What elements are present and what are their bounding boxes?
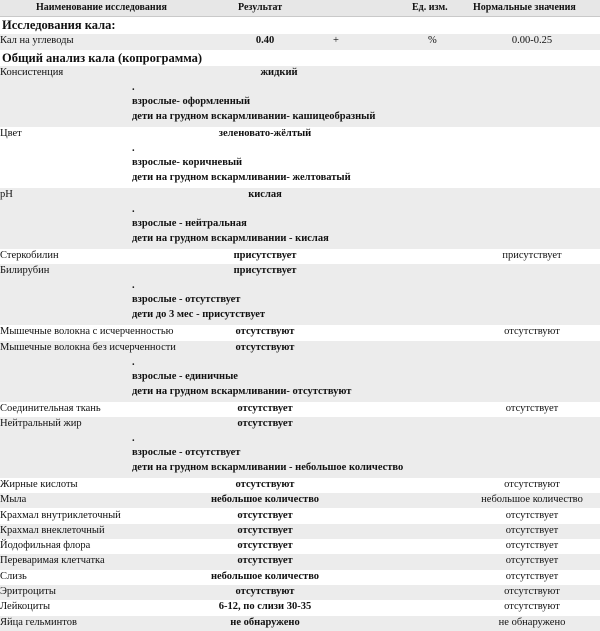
table-row xyxy=(0,417,600,478)
row-norm-infant: дети до 3 мес - присутствует xyxy=(132,309,266,321)
row-dot: . xyxy=(132,356,135,368)
row-norm-infant: дети на грудном вскармливании- отсутствуют xyxy=(132,385,352,397)
row-norm-adult: взрослые- коричневый xyxy=(132,157,243,168)
row-name: Крахмал внутриклеточный xyxy=(0,509,121,521)
row-norm-adult: взрослые- оформленный xyxy=(132,96,251,107)
row-norm: не обнаружено xyxy=(498,616,566,628)
row-dot: . xyxy=(132,82,135,93)
header-unit: Ед. изм. xyxy=(412,2,448,13)
row-name: Лейкоциты xyxy=(0,601,51,613)
row-norm-infant: дети на грудном вскармливании- желтоватый xyxy=(132,172,351,183)
row-result: небольшое количество xyxy=(210,570,320,582)
row-name: Эритроциты xyxy=(0,586,56,597)
row-result: не обнаружено xyxy=(230,616,300,628)
row-norm: отсутствует xyxy=(505,555,559,567)
row-name: Стеркобилин xyxy=(0,250,59,261)
row-norm: отсутствуют xyxy=(504,326,560,338)
header-result: Результат xyxy=(238,2,283,13)
table-row xyxy=(0,554,600,569)
section-title: Общий анализ кала (копрограмма) xyxy=(2,51,203,65)
row-dot: . xyxy=(132,280,135,292)
row-dot: . xyxy=(132,143,135,154)
table-row xyxy=(0,585,600,600)
row-unit: % xyxy=(428,35,437,46)
row-norm: отсутствует xyxy=(505,570,559,582)
row-name: Крахмал внеклеточный xyxy=(0,524,105,536)
row-norm: присутствует xyxy=(502,250,562,261)
row-norm: отсутствуют xyxy=(504,586,560,597)
row-norm-adult: взрослые - единичные xyxy=(132,370,238,382)
row-norm-adult: взрослые - отсутствует xyxy=(132,446,241,458)
table-row xyxy=(0,509,600,524)
row-norm: 0.00-0.25 xyxy=(511,35,553,46)
row-name: Цвет xyxy=(0,128,22,139)
row-result: отсутствует xyxy=(237,555,293,567)
header-norm: Нормальные значения xyxy=(473,2,576,13)
table-row xyxy=(0,66,600,127)
row-name: Слизь xyxy=(0,570,27,582)
row-result: отсутствует xyxy=(237,509,293,521)
row-result: отсутствует xyxy=(237,402,293,414)
row-norm-infant: дети на грудном вскармливании - кислая xyxy=(132,233,329,244)
table-row xyxy=(0,127,600,188)
row-name: Мышечные волокна без исчерченности xyxy=(0,341,176,353)
row-norm-infant: дети на грудном вскармливании- кашицеобразный xyxy=(132,111,376,122)
row-result: небольшое количество xyxy=(210,494,320,506)
row-result: отсутствует xyxy=(237,540,293,552)
row-norm: отсутствует xyxy=(505,524,559,536)
table-row xyxy=(0,493,600,508)
table-row xyxy=(0,539,600,554)
row-name: Жирные кислоты xyxy=(0,478,78,490)
row-result: 0.40 xyxy=(255,35,275,46)
table-row xyxy=(0,188,600,249)
row-name: Мышечные волокна с исчерченностью xyxy=(0,326,174,338)
table-row xyxy=(0,524,600,539)
row-name: Переваримая клетчатка xyxy=(0,555,105,567)
row-name: pH xyxy=(0,189,13,200)
table-row xyxy=(0,402,600,417)
row-name: Йодофильная флора xyxy=(0,540,91,552)
row-result: присутствует xyxy=(233,250,297,261)
row-name: Яйца гельминтов xyxy=(0,616,77,628)
section-title: Исследования кала: xyxy=(2,18,116,32)
row-name: Билирубин xyxy=(0,265,50,277)
row-norm: небольшое количество xyxy=(481,494,583,506)
table-row xyxy=(0,341,600,402)
table-row xyxy=(0,600,600,615)
row-flag: + xyxy=(333,35,339,46)
table-row xyxy=(0,325,600,340)
row-result: отсутствуют xyxy=(235,341,295,353)
row-norm: отсутствует xyxy=(505,509,559,521)
table-row xyxy=(0,264,600,325)
row-dot: . xyxy=(132,204,135,215)
row-result: отсутствуют xyxy=(235,586,295,597)
row-result: отсутствует xyxy=(237,417,293,429)
row-result: отсутствуют xyxy=(235,326,295,338)
row-norm-adult: взрослые - нейтральная xyxy=(132,218,247,229)
row-norm: отсутствуют xyxy=(504,478,560,490)
row-result: зеленовато-жёлтый xyxy=(218,128,312,139)
row-name: Нейтральный жир xyxy=(0,417,82,429)
row-result: присутствует xyxy=(233,265,297,277)
row-result: отсутствуют xyxy=(235,478,295,490)
row-result: отсутствует xyxy=(237,524,293,536)
row-name: Соединительная ткань xyxy=(0,402,101,414)
row-norm: отсутствует xyxy=(505,402,559,414)
table-row xyxy=(0,570,600,585)
row-result: 6-12, по слизи 30-35 xyxy=(218,601,312,613)
table-header xyxy=(0,0,600,17)
row-norm-adult: взрослые - отсутствует xyxy=(132,294,241,306)
row-norm: отсутствуют xyxy=(504,601,560,613)
row-result: кислая xyxy=(248,189,282,200)
row-name: Мыла xyxy=(0,494,27,506)
row-result: жидкий xyxy=(260,67,298,78)
row-dot: . xyxy=(132,432,135,444)
table-row xyxy=(0,249,600,264)
header-name: Наименование исследования xyxy=(36,2,167,13)
table-row xyxy=(0,34,600,50)
row-name: Кал на углеводы xyxy=(0,35,74,46)
row-norm-infant: дети на грудном вскармливании - небольшое количество xyxy=(132,461,404,473)
row-norm: отсутствует xyxy=(505,540,559,552)
table-row xyxy=(0,478,600,493)
row-name: Консистенция xyxy=(0,67,64,78)
